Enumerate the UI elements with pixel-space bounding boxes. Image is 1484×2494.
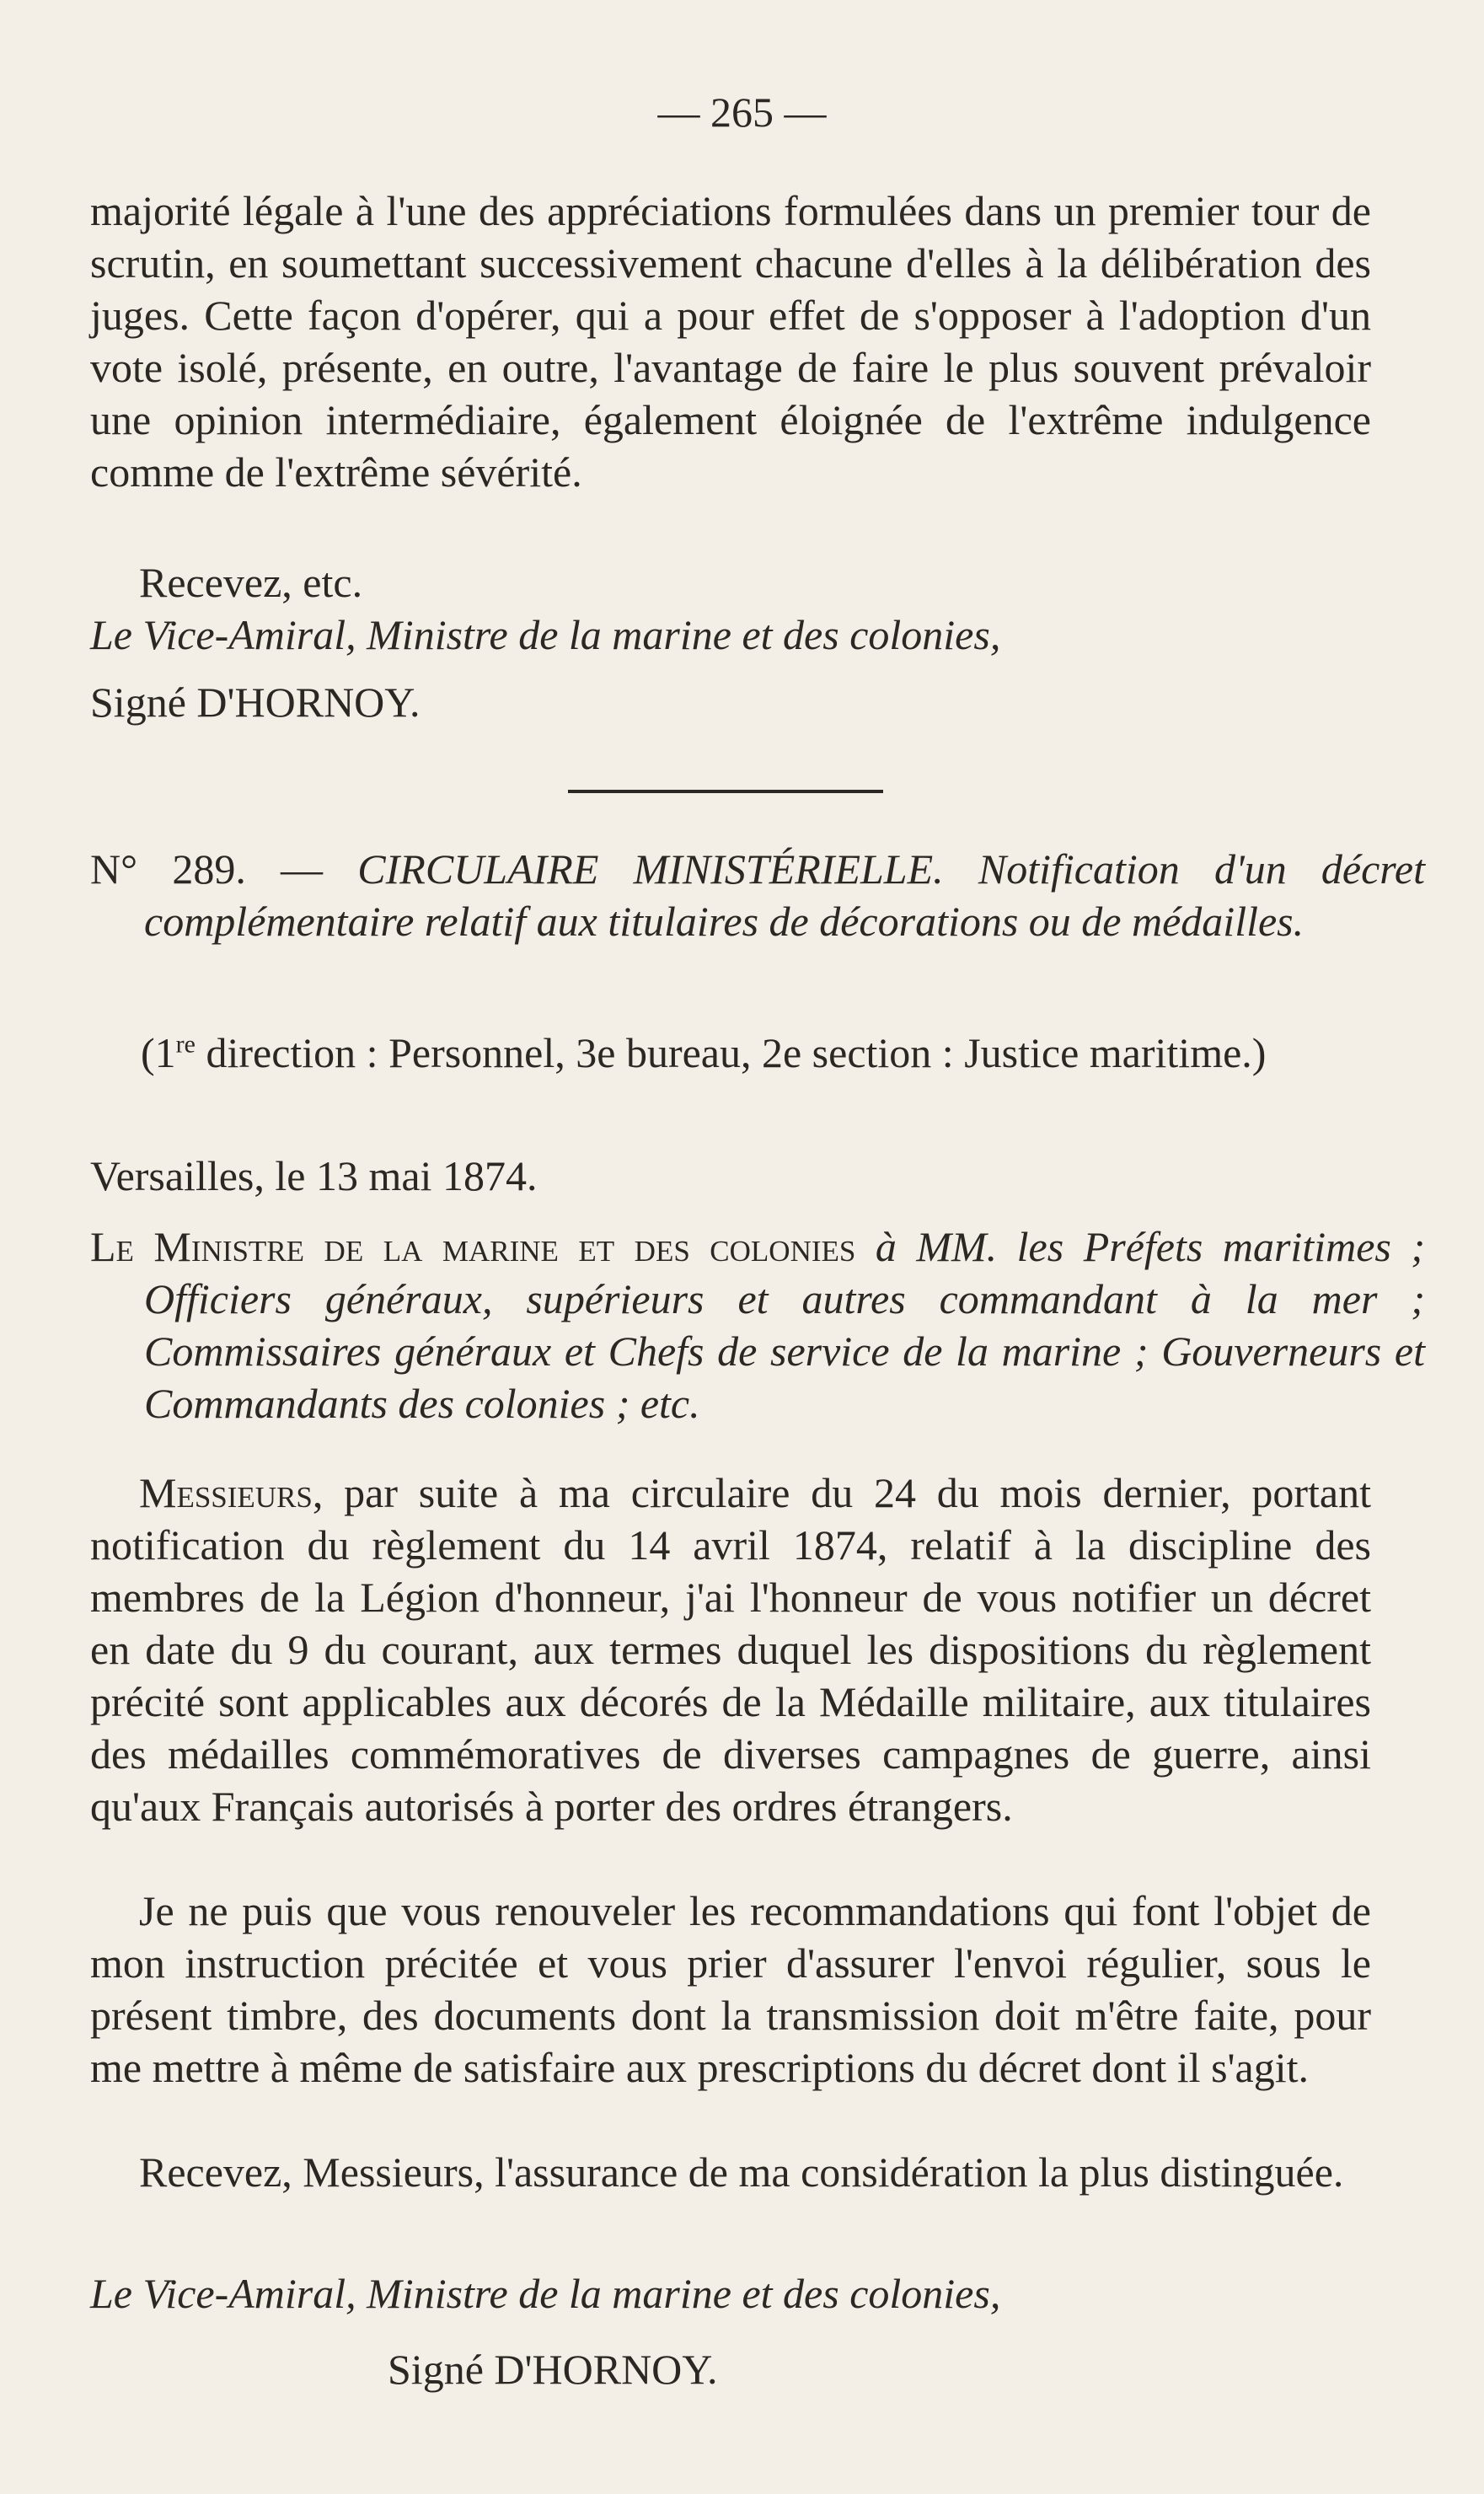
signature: Signé D'HORNOY. — [90, 678, 421, 726]
circular-number: N° 289. — — [90, 845, 358, 893]
circular-heading — [90, 843, 1425, 947]
place-date: Versailles, le 13 mai 1874. — [90, 1152, 538, 1199]
signatory-title: Le Vice-Amiral, Ministre de la marine et des colonies, — [90, 611, 1001, 658]
paragraph-continuation: majorité légale à l'une des appréciations formulées dans un premier tour de scrutin, en soumettant successivement chacune d'elles à la délibération des juges. Cette façon d'opérer, qui a pour effet de s'opposer à l'adoption d'un vote isolé, présente, en outre, l'avantage de faire le plus souvent prévaloir une opinion intermédiaire, également éloignée de l'extrême indulgence comme de l'extrême sévérité. — [90, 187, 1371, 496]
closing-etc: Recevez, etc. — [139, 559, 363, 606]
body-paragraph-2: Je ne puis que vous renouveler les recommandations qui font l'objet de mon instruction précitée et vous prier d'assurer l'envoi régulier, sous le présent timbre, des documents dont la transmission doit m'être faite, pour me mettre à même de satisfaire aux prescriptions du décret dont il s'agit. — [90, 1887, 1371, 2091]
section-divider — [568, 790, 883, 793]
circular-title: CIRCULAIRE MINISTÉRIELLE. Notification d'un décret complémentaire relatif aux titulaires de décorations ou de médailles. — [144, 845, 1425, 945]
addressees — [90, 1220, 1425, 1429]
page-number: — 265 — — [657, 88, 827, 136]
address-from: Le Ministre de la marine et des colonies — [90, 1223, 876, 1270]
direction-note: (1re direction : Personnel, 3e bureau, 2e section : Justice maritime.) — [141, 1029, 1267, 1076]
body-paragraph-1: Messieurs, par suite à ma circulaire du 24 du mois dernier, portant notification du règlement du 14 avril 1874, relatif à la discipline des membres de la Légion d'honneur, j'ai l'honneur de vous notifier un décret en date du 9 du courant, aux termes duquel les dispositions du règlement précité sont applicables aux décorés de la Médaille militaire, aux titulaires des médailles commémoratives de diverses campagnes de guerre, ainsi qu'aux Français autorisés à porter des ordres étrangers. — [90, 1469, 1371, 1830]
signatory-title-2: Le Vice-Amiral, Ministre de la marine et des colonies, — [90, 2270, 1001, 2317]
address-to: à MM. les Préfets maritimes ; Officiers généraux, supérieurs et autres commandant à la mer ; Commissaires généraux et Chefs de service de la marine ; Gouverneurs et Commandants des colonies ; etc. — [144, 1223, 1425, 1427]
signature-2: Signé D'HORNOY. — [388, 2346, 718, 2393]
closing-formula: Recevez, Messieurs, l'assurance de ma considération la plus distinguée. — [139, 2148, 1344, 2196]
salutation: Messieurs — [139, 1469, 313, 1516]
